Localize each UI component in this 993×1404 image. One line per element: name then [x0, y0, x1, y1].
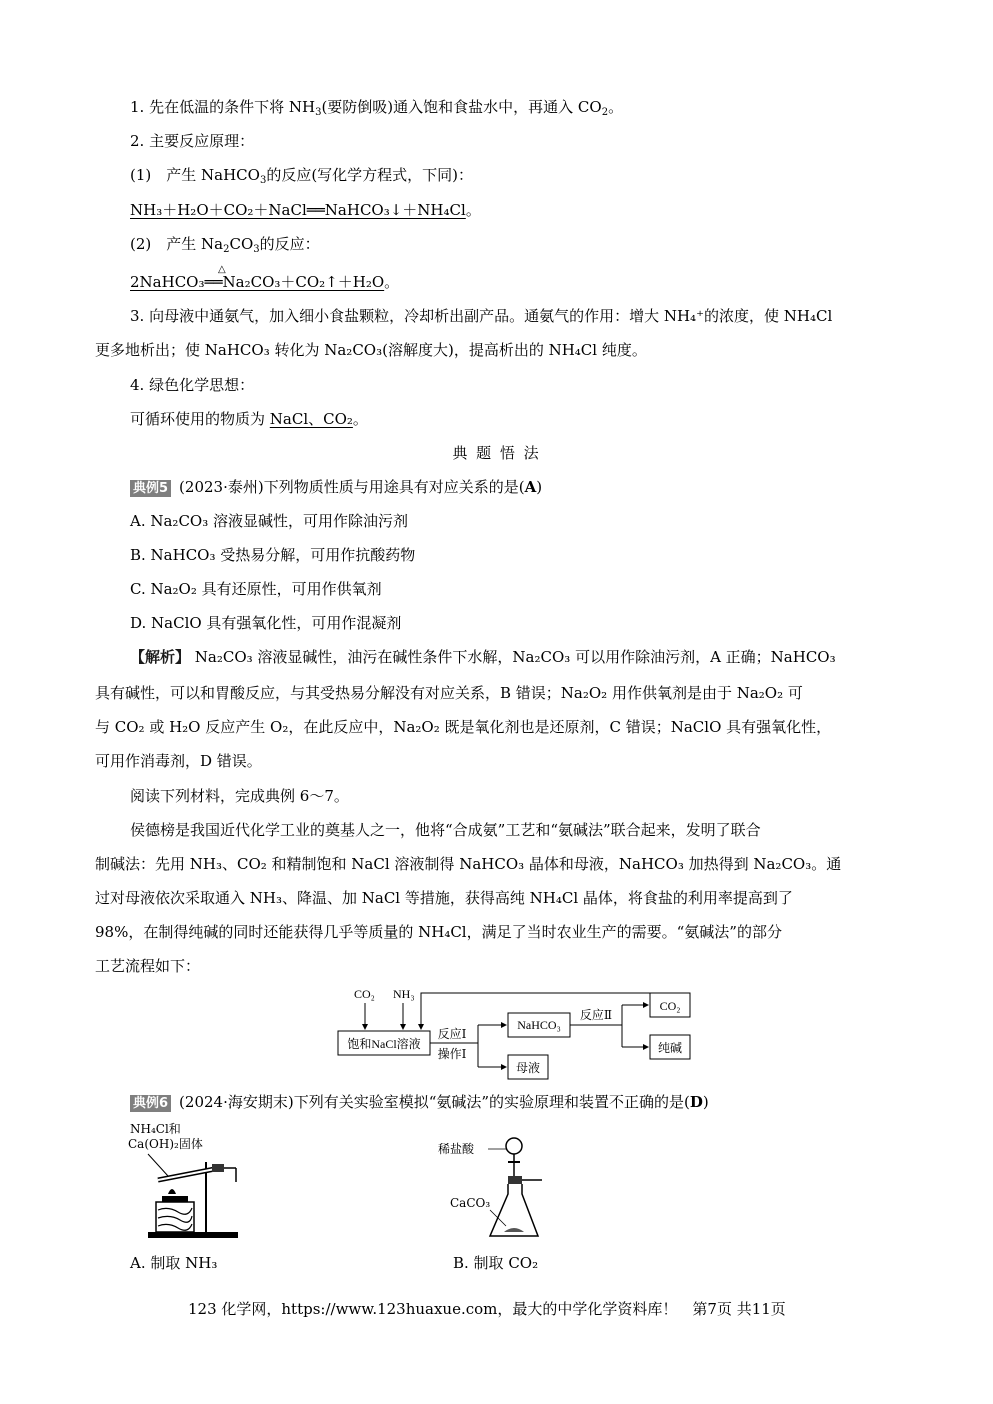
- example-5-stem: [130, 476, 542, 498]
- text: Na₂CO₃ 溶液显碱性，油污在碱性条件下水解，Na₂CO₃ 可以用作除油污剂，A 正确；NaHCO₃: [194, 648, 836, 666]
- subscript: 2: [223, 244, 230, 255]
- text: 1. 先在低温的条件下将 NH: [130, 98, 316, 116]
- figure-b-drawing: [438, 1132, 558, 1242]
- figure-b-caco3-label: CaCO₃: [450, 1196, 491, 1210]
- reading-line-2: 制碱法：先用 NH₃、CO₂ 和精制饱和 NaCl 溶液制得 NaHCO₃ 晶体和母液，NaHCO₃ 加热得到 Na₂CO₃。通: [95, 855, 842, 873]
- figure-a-drawing: [128, 1122, 248, 1242]
- text: CO: [229, 235, 254, 253]
- section-title: 典 题 悟 法: [452, 444, 541, 462]
- reaction-1-label: 反应Ⅰ: [437, 1027, 467, 1041]
- text: (2023·泰州)下列物质性质与用途具有对应关系的是(: [179, 478, 525, 496]
- analysis-line-1: [130, 646, 836, 668]
- text-line-10: [130, 408, 368, 430]
- subscript: 3: [315, 107, 322, 118]
- heat-symbol: △: [218, 264, 226, 275]
- text: ): [702, 1093, 709, 1111]
- input-co2-label: CO₂: [354, 987, 375, 1001]
- answer: D: [689, 1093, 703, 1111]
- figure-a-caption: A. 制取 NH₃: [130, 1254, 218, 1272]
- text: 。: [608, 98, 624, 116]
- box-mother-liquor-label: 母液: [515, 1061, 541, 1075]
- text-line-9: 4. 绿色化学思想：: [130, 376, 255, 394]
- subscript: 2: [601, 107, 609, 118]
- text-line-8: 更多地析出；使 NaHCO₃ 转化为 Na₂CO₃(溶解度大)，提高析出的 NH₄Cl 纯度。: [95, 341, 647, 359]
- figure-b-apparatus: [438, 1132, 558, 1242]
- equation-wrap: [130, 264, 385, 293]
- equation-text: 2NaHCO₃══Na₂CO₃＋CO₂↑＋H₂O: [130, 273, 385, 291]
- figure-a-label-2: Ca(OH)₂固体: [128, 1137, 203, 1151]
- equation-2: [130, 264, 400, 293]
- text: 。: [465, 201, 481, 219]
- process-flow-diagram: [330, 985, 700, 1085]
- text-line-1: [130, 96, 623, 118]
- example-6-stem: [130, 1091, 709, 1113]
- flow-svg: [330, 985, 700, 1085]
- answer: A: [524, 478, 537, 496]
- analysis-line-2: 具有碱性，可以和胃酸反应，与其受热易分解没有对应关系，B 错误；Na₂O₂ 用作供氧剂是由于 Na₂O₂ 可: [95, 684, 803, 702]
- text: 。: [352, 410, 368, 428]
- analysis-tag: 【解析】: [130, 648, 191, 666]
- text-line-7: 3. 向母液中通氨气，加入细小食盐颗粒，冷却析出副产品。通氨气的作用：增大 NH₄⁺的浓度，使 NH₄Cl: [130, 307, 833, 325]
- text: (2024·海安期末)下列有关实验室模拟“氨碱法”的实验原理和装置不正确的是(: [179, 1093, 690, 1111]
- figure-b-acid-label: 稀盐酸: [438, 1142, 475, 1156]
- option-b: B. NaHCO₃ 受热易分解，可用作抗酸药物: [130, 546, 416, 564]
- equation-1: [130, 199, 481, 221]
- reading-line-4: 98%，在制得纯碱的同时还能获得几乎等质量的 NH₄Cl，满足了当时农业生产的需要。“氨碱法”的部分: [95, 923, 782, 941]
- box-co2-label: CO₂: [659, 999, 681, 1013]
- text: (2) 产生 Na: [130, 235, 224, 253]
- operation-1-label: 操作Ⅰ: [437, 1047, 467, 1061]
- analysis-line-3: 与 CO₂ 或 H₂O 反应产生 O₂，在此反应中，Na₂O₂ 既是氧化剂也是还原剂，C 错误；NaClO 具有强氧化性，: [95, 718, 832, 736]
- reading-intro: 阅读下列材料，完成典例 6～7。: [130, 787, 349, 805]
- text: 。: [384, 273, 400, 291]
- answer-underline: NaCl、CO₂: [269, 410, 353, 428]
- figure-a-label-1: NH₄Cl和: [130, 1122, 181, 1136]
- reaction-2-label: 反应Ⅱ: [579, 1008, 613, 1022]
- text: (要防倒吸)通入饱和食盐水中，再通入 CO: [321, 98, 602, 116]
- subscript: 3: [253, 244, 260, 255]
- box-saturated-nacl-label: 饱和NaCl溶液: [347, 1037, 421, 1051]
- analysis-line-4: 可用作消毒剂，D 错误。: [95, 752, 262, 770]
- text: (1) 产生 NaHCO: [130, 166, 260, 184]
- example-tag: 典例6: [130, 1095, 171, 1112]
- text: 可循环使用的物质为: [130, 410, 270, 428]
- option-a: A. Na₂CO₃ 溶液显碱性，可用作除油污剂: [130, 512, 409, 530]
- option-c: C. Na₂O₂ 具有还原性，可用作供氧剂: [130, 580, 382, 598]
- input-nh3-label: NH₃: [393, 987, 415, 1001]
- reading-line-3: 过对母液依次采取通入 NH₃、降温、加 NaCl 等措施，获得高纯 NH₄Cl 晶体，将食盐的利用率提高到了: [95, 889, 793, 907]
- text: 的反应(写化学方程式，下同)：: [266, 166, 474, 184]
- example-tag: 典例5: [130, 480, 171, 497]
- box-nahco3-label: NaHCO₃: [517, 1018, 561, 1032]
- figure-b-caption: B. 制取 CO₂: [453, 1254, 539, 1272]
- text-line-5: [130, 233, 320, 255]
- equation-text: NH₃＋H₂O＋CO₂＋NaCl══NaHCO₃↓＋NH₄Cl: [130, 201, 466, 219]
- subscript: 3: [259, 175, 267, 186]
- reading-line-5: 工艺流程如下：: [95, 957, 201, 975]
- text-line-2: 2. 主要反应原理：: [130, 132, 255, 150]
- reading-line-1: 侯德榜是我国近代化学工业的奠基人之一，他将“合成氨”工艺和“氨碱法”联合起来，发明了联合: [130, 821, 761, 839]
- text-line-3: [130, 164, 473, 186]
- figure-a-apparatus: [128, 1122, 248, 1242]
- option-d: D. NaClO 具有强氧化性，可用作混凝剂: [130, 614, 402, 632]
- box-soda-label: 纯碱: [657, 1041, 683, 1055]
- text: ): [536, 478, 543, 496]
- page-footer: 123 化学网，https://www.123huaxue.com，最大的中学化学资料库！ 第7页 共11页: [188, 1300, 786, 1318]
- text: 的反应：: [259, 235, 320, 253]
